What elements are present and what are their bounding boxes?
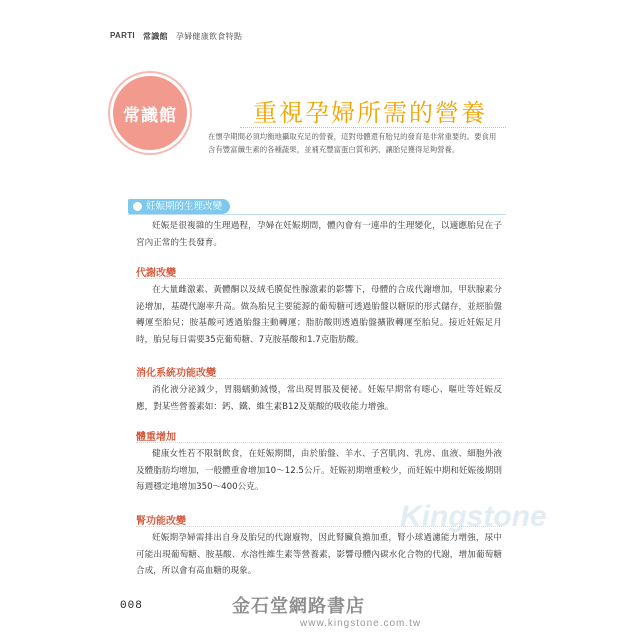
- paragraph-digestion: 消化液分泌減少，胃腸蠕動減慢，常出現胃脹及便祕。妊娠早期常有噁心、嘔吐等妊娠反應，對某些營養素如：鈣、鐵、維生素B12及葉酸的吸收能力增強。: [136, 385, 502, 412]
- paragraph-weight: 健康女性若不限制飲食，在妊娠期間，由於胎盤、羊水、子宮肌肉、乳房、血液、細胞外液及體脂肪均增加，一般體重會增加10～12.5公斤。妊娠初期增重較少，而妊娠中期和妊娠後期則每週穩定地增加350～400公克。: [136, 449, 502, 492]
- subheading-kidney: 腎功能改變: [136, 516, 186, 527]
- header-part: PARTI: [110, 31, 135, 40]
- subheading-divider: [136, 378, 502, 379]
- bullet-dot-icon: [133, 202, 142, 211]
- header-subtitle: 孕婦健康飲食特點: [175, 32, 243, 41]
- watermark-url: www.kingstone.com.tw: [300, 618, 422, 629]
- intro-text: 在懷孕期間必須均衡地攝取充足的營養，這對母體還有胎兒的發育是非常重要的。要食用含有豐富纖生素的各種蔬果，並補充豐富蛋白質和鈣，讓胎兒獲得足夠營養。: [208, 132, 497, 154]
- paragraph-metabolism: 在大量雌激素、黃體酮以及絨毛膜促性腺激素的影響下，母體的合成代謝增加，甲狀腺素分泌增加，基礎代謝率升高。做為胎兒主要能源的葡萄糖可透過胎盤以糖原的形式儲存，並經胎盤轉運至胎兒；胺基酸可透過胎盤主動轉運；脂肪酸則透過胎盤擴散轉運至胎兒。接近妊娠足月時，胎兒每日需要35克葡萄糖、7克胺基酸和1.7克脂肪酸。: [136, 285, 502, 345]
- title-divider: [240, 127, 506, 128]
- subheading-divider: [136, 278, 502, 279]
- subheading-metabolism: 代謝改變: [136, 268, 176, 279]
- subheading-weight: 體重增加: [136, 432, 176, 443]
- header-section: 常識館: [142, 32, 168, 41]
- paragraph-intro: 妊娠是很複雜的生理過程，孕婦在妊娠期間，體內會有一連串的生理變化，以適應胎兒在子宮內正常的生長發育。: [136, 221, 502, 248]
- section-badge: 常識館: [110, 73, 190, 153]
- page-number: 008: [120, 600, 143, 612]
- section-pill: [128, 199, 230, 214]
- running-header: [110, 31, 242, 42]
- page-title: 重視孕婦所需的營養: [253, 99, 487, 127]
- subheading-digestion: 消化系統功能改變: [136, 368, 216, 379]
- paragraph-kidney: 妊娠期孕婦需排出自身及胎兒的代謝廢物，因此腎臟負擔加重，腎小球過濾能力增強，尿中可能出現葡萄糖、胺基酸、水溶性維生素等營養素，影響母體內碳水化合物的代謝，增加葡萄糖合成，所以會有高血糖的現象。: [136, 533, 502, 576]
- watermark-brand: Kingstone: [400, 500, 547, 533]
- section-header-bar: [128, 199, 506, 215]
- watermark-store: 金石堂網路書店: [232, 596, 365, 617]
- section-heading: 妊娠期的生理改變: [146, 201, 223, 212]
- subheading-divider: [136, 442, 502, 443]
